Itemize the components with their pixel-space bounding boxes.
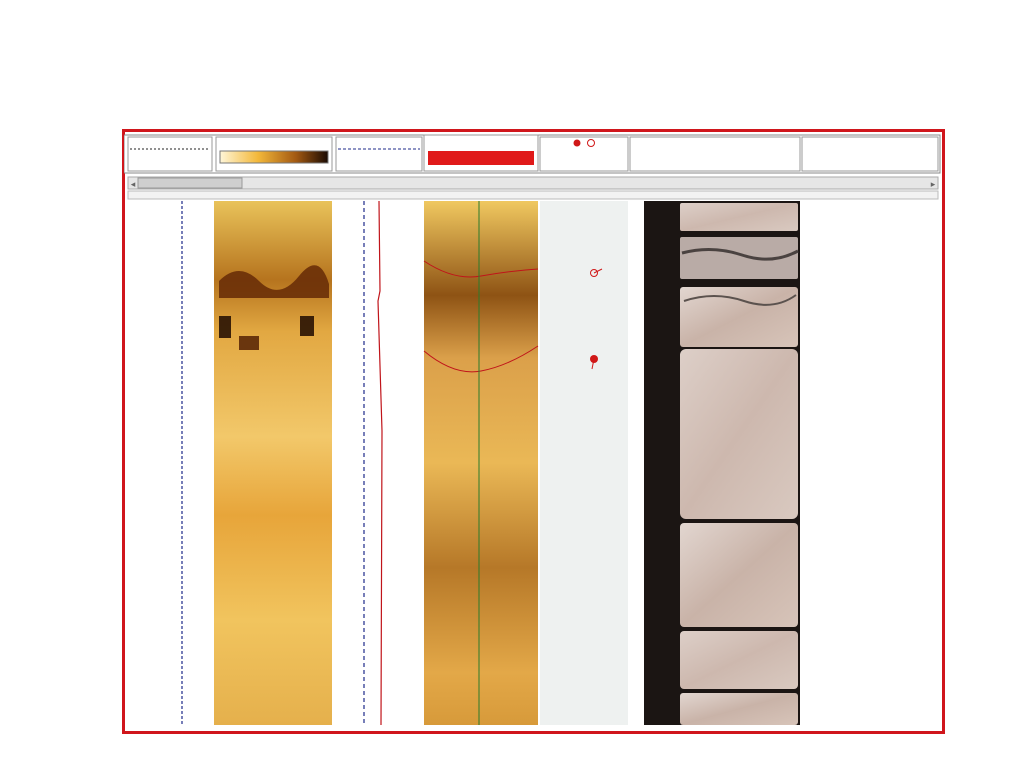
- fms-color-scale: [220, 151, 328, 163]
- orientation-header: [424, 135, 538, 171]
- scroll-left-icon[interactable]: ◂: [130, 179, 136, 189]
- fms-header: [216, 137, 332, 171]
- core-image-track: [644, 201, 800, 725]
- horizontal-scrollbar[interactable]: [128, 177, 938, 189]
- core-description-track: [802, 201, 938, 725]
- ilm-track: [128, 201, 212, 725]
- ilm-header: [128, 137, 212, 171]
- track-header-row: [124, 135, 940, 173]
- scrollbar-thumb[interactable]: [138, 178, 242, 188]
- core-description-header: [802, 137, 938, 171]
- core-piece-1: [680, 203, 798, 231]
- core-piece-5: [680, 523, 798, 627]
- scroll-right-icon[interactable]: ▸: [930, 179, 936, 189]
- orientation-color-bar: [428, 151, 534, 165]
- oriented-image-track: [424, 201, 538, 725]
- dip-header: [540, 137, 628, 171]
- header-separator: [128, 191, 938, 199]
- core-piece-6: [680, 631, 798, 689]
- fms-image-track: [214, 201, 332, 725]
- nphi-header: [336, 137, 422, 171]
- core-piece-3: [680, 287, 798, 347]
- core-piece-7: [680, 693, 798, 725]
- dip-track: [540, 201, 628, 725]
- well-log-panel: [124, 131, 942, 731]
- core-image-header: [630, 137, 800, 171]
- depth-marker-strip: [630, 201, 644, 725]
- nphi-track: [334, 201, 422, 725]
- core-piece-4: [680, 349, 798, 519]
- dip-filled-marker-icon: [574, 140, 581, 147]
- dip-tadpole-filled: [590, 355, 598, 363]
